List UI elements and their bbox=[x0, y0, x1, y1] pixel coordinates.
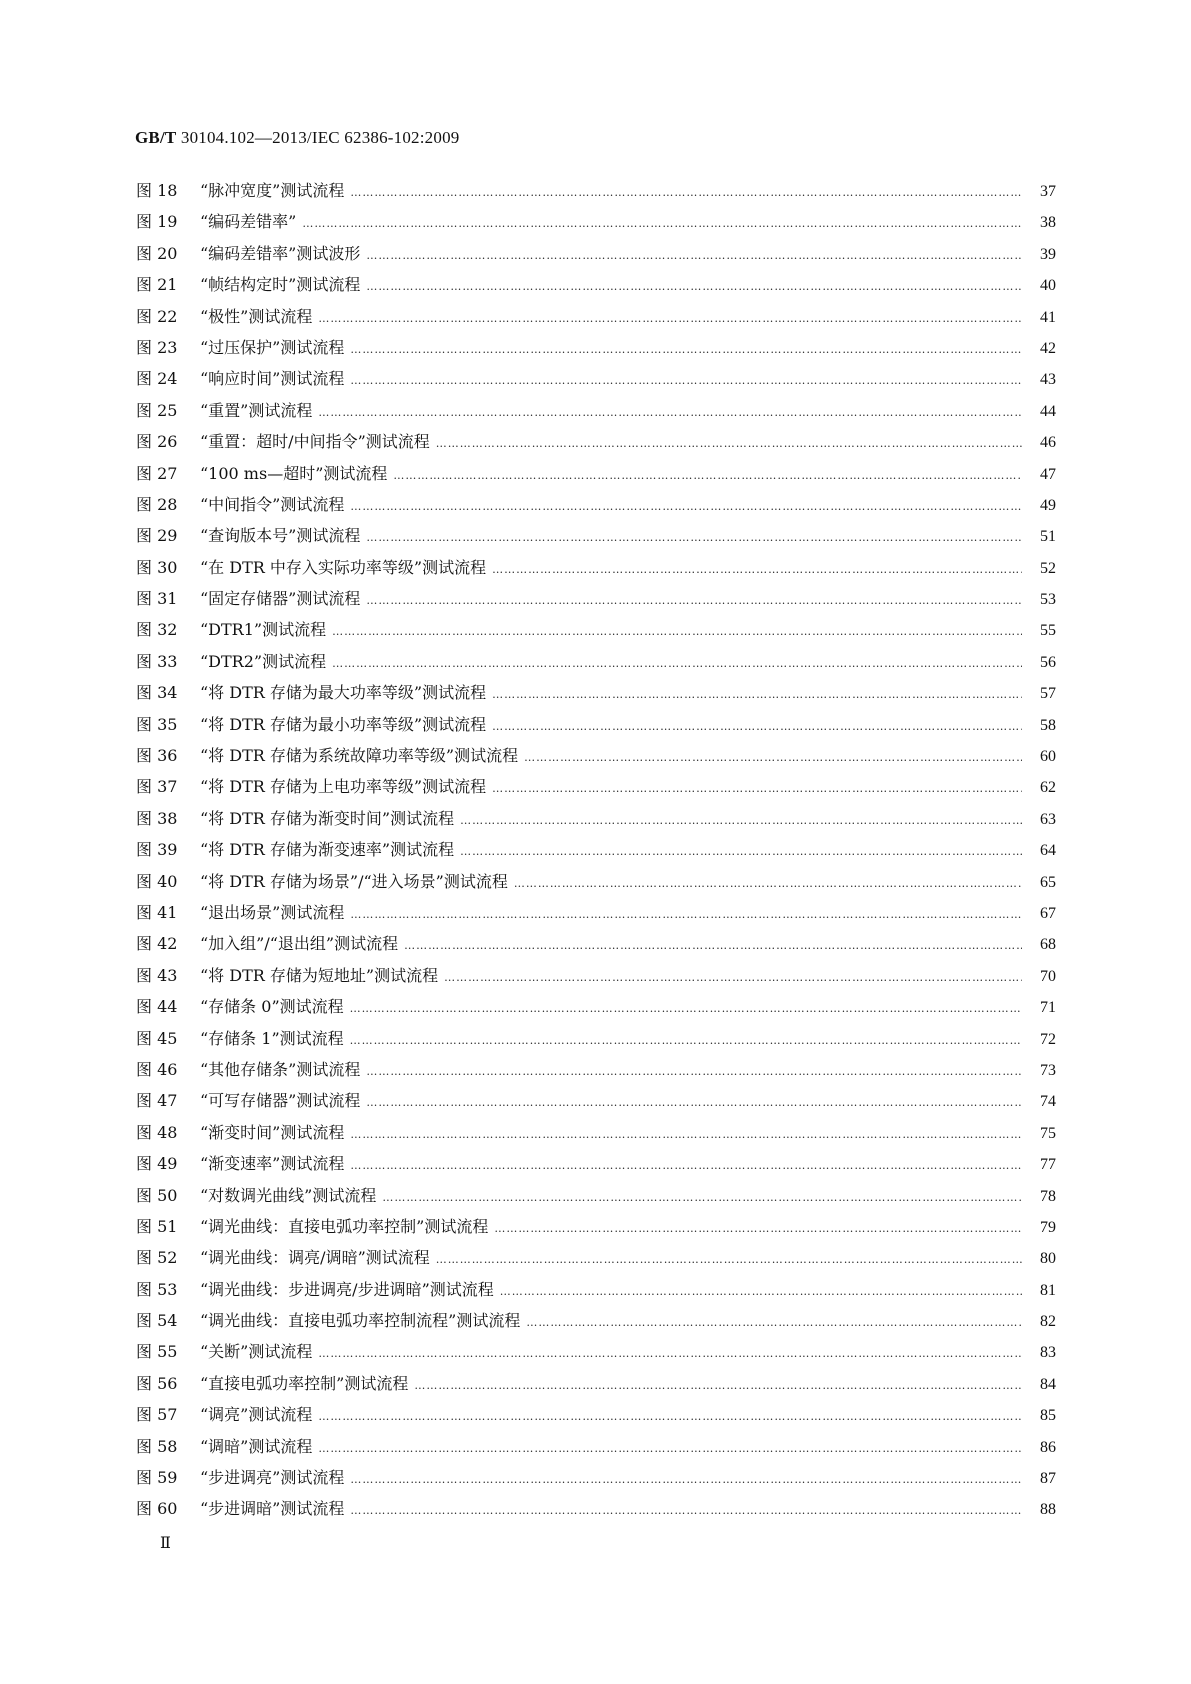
figure-title: “对数调光曲线”测试流程 bbox=[200, 1185, 377, 1205]
toc-entry[interactable] bbox=[136, 1183, 1056, 1214]
figure-number: 图 54 bbox=[136, 1311, 178, 1331]
dot-leader bbox=[404, 939, 1022, 952]
dot-leader bbox=[302, 217, 1022, 230]
figure-number: 图 40 bbox=[136, 871, 178, 891]
dot-leader bbox=[350, 1002, 1022, 1015]
page-ref: 77 bbox=[1040, 1156, 1056, 1174]
figure-number: 图 24 bbox=[136, 369, 178, 389]
figure-number: 图 32 bbox=[136, 620, 178, 640]
page-ref: 40 bbox=[1040, 277, 1056, 295]
page-ref: 55 bbox=[1040, 622, 1056, 640]
toc-entry[interactable] bbox=[136, 1151, 1056, 1182]
toc-entry[interactable] bbox=[136, 900, 1056, 931]
figure-number: 图 38 bbox=[136, 808, 178, 828]
figure-title: “存储条 1”测试流程 bbox=[200, 1028, 344, 1048]
dot-leader bbox=[492, 688, 1022, 701]
page-ref: 84 bbox=[1040, 1375, 1056, 1393]
figure-title: “中间指令”测试流程 bbox=[200, 494, 345, 514]
figure-number: 图 44 bbox=[136, 997, 178, 1017]
figure-title: “DTR1”测试流程 bbox=[200, 620, 327, 640]
figure-title: “调光曲线：直接电弧功率控制”测试流程 bbox=[200, 1216, 489, 1236]
dot-leader bbox=[318, 312, 1022, 325]
toc-entry[interactable] bbox=[136, 461, 1056, 492]
toc-entry[interactable] bbox=[136, 1465, 1056, 1496]
toc-entry[interactable] bbox=[136, 366, 1056, 397]
figure-title: “查询版本号”测试流程 bbox=[200, 526, 361, 546]
dot-leader bbox=[514, 877, 1022, 890]
figure-title: “加入组”/“退出组”测试流程 bbox=[200, 934, 399, 954]
figure-number: 图 51 bbox=[136, 1216, 178, 1236]
figure-number: 图 39 bbox=[136, 840, 178, 860]
toc-entry[interactable] bbox=[136, 1245, 1056, 1276]
page-ref: 62 bbox=[1040, 779, 1056, 797]
dot-leader bbox=[318, 406, 1022, 419]
page-ref: 58 bbox=[1040, 716, 1056, 734]
page-ref: 57 bbox=[1040, 685, 1056, 703]
figure-title: “可写存储器”测试流程 bbox=[200, 1091, 361, 1111]
toc-entry[interactable] bbox=[136, 1371, 1056, 1402]
toc-entry[interactable] bbox=[136, 398, 1056, 429]
toc-entry[interactable] bbox=[136, 1214, 1056, 1245]
figure-title: “将 DTR 存储为渐变时间”测试流程 bbox=[200, 808, 455, 828]
page-ref: 78 bbox=[1040, 1187, 1056, 1205]
page-ref: 70 bbox=[1040, 967, 1056, 985]
toc-entry[interactable] bbox=[136, 1339, 1056, 1370]
figure-title: “关断”测试流程 bbox=[200, 1342, 313, 1362]
toc-entry[interactable] bbox=[136, 994, 1056, 1025]
toc-entry[interactable] bbox=[136, 335, 1056, 366]
page-ref: 88 bbox=[1040, 1501, 1056, 1519]
dot-leader bbox=[492, 563, 1022, 576]
toc-entry[interactable] bbox=[136, 209, 1056, 240]
figure-number: 图 20 bbox=[136, 243, 178, 263]
toc-entry[interactable] bbox=[136, 1402, 1056, 1433]
figure-number: 图 45 bbox=[136, 1028, 178, 1048]
dot-leader bbox=[350, 1159, 1022, 1172]
page-ref: 87 bbox=[1040, 1470, 1056, 1488]
dot-leader bbox=[318, 1410, 1022, 1423]
dot-leader bbox=[460, 845, 1022, 858]
figure-title: “脉冲宽度”测试流程 bbox=[200, 181, 345, 200]
figure-title: “退出场景”测试流程 bbox=[200, 902, 345, 922]
figure-title: “将 DTR 存储为渐变速率”测试流程 bbox=[200, 840, 455, 860]
figure-title: “调亮”测试流程 bbox=[200, 1405, 313, 1425]
figure-number: 图 41 bbox=[136, 902, 178, 922]
figure-title: “极性”测试流程 bbox=[200, 306, 313, 326]
figure-number: 图 30 bbox=[136, 557, 178, 577]
dot-leader bbox=[460, 814, 1022, 827]
dot-leader bbox=[414, 1379, 1022, 1392]
figure-title: “将 DTR 存储为系统故障功率等级”测试流程 bbox=[200, 746, 519, 766]
figure-number: 图 18 bbox=[136, 181, 178, 200]
page-ref: 38 bbox=[1040, 214, 1056, 232]
toc-entry[interactable] bbox=[136, 743, 1056, 774]
toc-entry[interactable] bbox=[136, 1120, 1056, 1151]
toc-entry[interactable] bbox=[136, 1057, 1056, 1088]
dot-leader bbox=[350, 1473, 1022, 1486]
page-ref: 81 bbox=[1040, 1281, 1056, 1299]
figure-title: “DTR2”测试流程 bbox=[200, 651, 327, 671]
page-ref: 82 bbox=[1040, 1313, 1056, 1331]
figure-title: “过压保护”测试流程 bbox=[200, 337, 345, 357]
toc-entry[interactable] bbox=[136, 555, 1056, 586]
figure-number: 图 33 bbox=[136, 651, 178, 671]
toc-entry[interactable] bbox=[136, 963, 1056, 994]
page-ref: 64 bbox=[1040, 842, 1056, 860]
dot-leader bbox=[350, 374, 1022, 387]
toc-entry[interactable] bbox=[136, 617, 1056, 648]
page-ref: 65 bbox=[1040, 873, 1056, 891]
page-ref: 44 bbox=[1040, 402, 1056, 420]
page-ref: 74 bbox=[1040, 1093, 1056, 1111]
dot-leader bbox=[393, 469, 1022, 482]
page-ref: 85 bbox=[1040, 1407, 1056, 1425]
figure-number: 图 52 bbox=[136, 1248, 178, 1268]
figure-title: “在 DTR 中存入实际功率等级”测试流程 bbox=[200, 557, 487, 577]
figure-number: 图 57 bbox=[136, 1405, 178, 1425]
page-ref: 49 bbox=[1040, 496, 1056, 514]
figure-number: 图 35 bbox=[136, 714, 178, 734]
figure-title: “将 DTR 存储为短地址”测试流程 bbox=[200, 965, 439, 985]
dot-leader bbox=[366, 594, 1022, 607]
figure-title: “将 DTR 存储为上电功率等级”测试流程 bbox=[200, 777, 487, 797]
figure-number: 图 56 bbox=[136, 1373, 178, 1393]
page-ref: 71 bbox=[1040, 999, 1056, 1017]
page-ref: 52 bbox=[1040, 559, 1056, 577]
toc-entry[interactable] bbox=[136, 492, 1056, 523]
figure-number: 图 48 bbox=[136, 1122, 178, 1142]
dot-leader bbox=[332, 625, 1022, 638]
page-ref: 73 bbox=[1040, 1061, 1056, 1079]
toc-entry[interactable] bbox=[136, 1496, 1056, 1527]
page-ref: 83 bbox=[1040, 1344, 1056, 1362]
toc-entry[interactable] bbox=[136, 1277, 1056, 1308]
page-ref: 41 bbox=[1040, 308, 1056, 326]
figure-number: 图 23 bbox=[136, 337, 178, 357]
figure-number: 图 34 bbox=[136, 683, 178, 703]
standard-code: 30104.102—2013/IEC 62386-102:2009 bbox=[176, 128, 460, 147]
figure-number: 图 37 bbox=[136, 777, 178, 797]
standard-prefix: GB/T bbox=[135, 128, 177, 147]
figure-number: 图 58 bbox=[136, 1436, 178, 1456]
page-ref: 56 bbox=[1040, 653, 1056, 671]
figure-title: “100 ms—超时”测试流程 bbox=[200, 463, 388, 483]
dot-leader bbox=[318, 1347, 1022, 1360]
figure-number: 图 42 bbox=[136, 934, 178, 954]
dot-leader bbox=[350, 908, 1022, 921]
toc-entry[interactable] bbox=[136, 680, 1056, 711]
toc-entry[interactable] bbox=[136, 806, 1056, 837]
figure-title: “其他存储条”测试流程 bbox=[200, 1059, 361, 1079]
dot-leader bbox=[350, 1504, 1022, 1517]
figure-title: “渐变时间”测试流程 bbox=[200, 1122, 345, 1142]
page-ref: 86 bbox=[1040, 1438, 1056, 1456]
page-ref: 42 bbox=[1040, 339, 1056, 357]
dot-leader bbox=[500, 1285, 1022, 1298]
page-ref: 51 bbox=[1040, 528, 1056, 546]
figure-title: “固定存储器”测试流程 bbox=[200, 589, 361, 609]
figure-number: 图 26 bbox=[136, 432, 178, 452]
dot-leader bbox=[366, 249, 1022, 262]
dot-leader bbox=[366, 280, 1022, 293]
figure-number: 图 36 bbox=[136, 746, 178, 766]
page-ref: 39 bbox=[1040, 245, 1056, 263]
dot-leader bbox=[492, 720, 1022, 733]
figure-number: 图 50 bbox=[136, 1185, 178, 1205]
page-ref: 37 bbox=[1040, 183, 1056, 200]
dot-leader bbox=[526, 1316, 1022, 1329]
figure-number: 图 46 bbox=[136, 1059, 178, 1079]
figure-number: 图 31 bbox=[136, 589, 178, 609]
figure-number: 图 55 bbox=[136, 1342, 178, 1362]
toc-entry[interactable] bbox=[136, 1308, 1056, 1339]
figure-number: 图 29 bbox=[136, 526, 178, 546]
figure-title: “步进调暗”测试流程 bbox=[200, 1499, 345, 1519]
page-ref: 46 bbox=[1040, 434, 1056, 452]
page-ref: 80 bbox=[1040, 1250, 1056, 1268]
figure-title: “编码差错率”测试波形 bbox=[200, 243, 361, 263]
figure-title: “将 DTR 存储为最小功率等级”测试流程 bbox=[200, 714, 487, 734]
figure-number: 图 60 bbox=[136, 1499, 178, 1519]
document-header bbox=[135, 128, 459, 148]
figure-number: 图 43 bbox=[136, 965, 178, 985]
dot-leader bbox=[350, 1034, 1022, 1047]
page-ref: 47 bbox=[1040, 465, 1056, 483]
figure-title: “重置”测试流程 bbox=[200, 400, 313, 420]
figure-number: 图 21 bbox=[136, 275, 178, 295]
toc-entry[interactable] bbox=[136, 178, 1056, 209]
figure-title: “将 DTR 存储为最大功率等级”测试流程 bbox=[200, 683, 487, 703]
toc-entry[interactable] bbox=[136, 304, 1056, 335]
figure-title: “响应时间”测试流程 bbox=[200, 369, 345, 389]
figure-number: 图 59 bbox=[136, 1468, 178, 1488]
toc-entry[interactable] bbox=[136, 429, 1056, 460]
figure-title: “调光曲线：直接电弧功率控制流程”测试流程 bbox=[200, 1311, 521, 1331]
dot-leader bbox=[318, 1442, 1022, 1455]
dot-leader bbox=[436, 437, 1022, 450]
figure-title: “将 DTR 存储为场景”/“进入场景”测试流程 bbox=[200, 871, 508, 891]
toc-entry[interactable] bbox=[136, 241, 1056, 272]
dot-leader bbox=[366, 531, 1022, 544]
figure-title: “调光曲线：步进调亮/步进调暗”测试流程 bbox=[200, 1279, 494, 1299]
dot-leader bbox=[382, 1191, 1022, 1204]
dot-leader bbox=[350, 186, 1022, 199]
page-ref: 68 bbox=[1040, 936, 1056, 954]
figure-number: 图 25 bbox=[136, 400, 178, 420]
dot-leader bbox=[492, 782, 1022, 795]
figure-title: “编码差错率” bbox=[200, 212, 297, 232]
toc-entry[interactable] bbox=[136, 837, 1056, 868]
dot-leader bbox=[366, 1065, 1022, 1078]
figure-title: “步进调亮”测试流程 bbox=[200, 1468, 345, 1488]
toc-entry[interactable] bbox=[136, 1434, 1056, 1465]
figure-title: “存储条 0”测试流程 bbox=[200, 997, 344, 1017]
figure-number: 图 22 bbox=[136, 306, 178, 326]
figure-number: 图 19 bbox=[136, 212, 178, 232]
dot-leader bbox=[524, 751, 1022, 764]
figure-number: 图 53 bbox=[136, 1279, 178, 1299]
figure-number: 图 28 bbox=[136, 494, 178, 514]
toc-entry[interactable] bbox=[136, 272, 1056, 303]
figure-number: 图 47 bbox=[136, 1091, 178, 1111]
page-ref: 75 bbox=[1040, 1124, 1056, 1142]
toc-entry[interactable] bbox=[136, 774, 1056, 805]
dot-leader bbox=[350, 1128, 1022, 1141]
toc-entry[interactable] bbox=[136, 586, 1056, 617]
dot-leader bbox=[444, 971, 1022, 984]
toc-entry[interactable] bbox=[136, 1026, 1056, 1057]
toc-entry[interactable] bbox=[136, 869, 1056, 900]
figure-title: “调光曲线：调亮/调暗”测试流程 bbox=[200, 1248, 430, 1268]
page-ref: 63 bbox=[1040, 810, 1056, 828]
page-ref: 60 bbox=[1040, 748, 1056, 766]
page-ref: 67 bbox=[1040, 904, 1056, 922]
figure-list bbox=[136, 178, 1056, 1528]
toc-entry[interactable] bbox=[136, 931, 1056, 962]
page-ref: 79 bbox=[1040, 1218, 1056, 1236]
figure-title: “重置：超时/中间指令”测试流程 bbox=[200, 432, 430, 452]
page-ref: 72 bbox=[1040, 1030, 1056, 1048]
dot-leader bbox=[436, 1253, 1022, 1266]
toc-entry[interactable] bbox=[136, 523, 1056, 554]
toc-entry[interactable] bbox=[136, 1088, 1056, 1119]
dot-leader bbox=[350, 343, 1022, 356]
toc-entry[interactable] bbox=[136, 712, 1056, 743]
dot-leader bbox=[366, 1096, 1022, 1109]
figure-number: 图 49 bbox=[136, 1154, 178, 1174]
toc-entry[interactable] bbox=[136, 649, 1056, 680]
figure-title: “渐变速率”测试流程 bbox=[200, 1154, 345, 1174]
page-ref: 53 bbox=[1040, 591, 1056, 609]
dot-leader bbox=[350, 500, 1022, 513]
figure-title: “直接电弧功率控制”测试流程 bbox=[200, 1373, 409, 1393]
page-ref: 43 bbox=[1040, 371, 1056, 389]
figure-title: “调暗”测试流程 bbox=[200, 1436, 313, 1456]
page-number: Ⅱ bbox=[160, 1535, 171, 1552]
dot-leader bbox=[332, 657, 1022, 670]
dot-leader bbox=[494, 1222, 1022, 1235]
figure-title: “帧结构定时”测试流程 bbox=[200, 275, 361, 295]
figure-number: 图 27 bbox=[136, 463, 178, 483]
